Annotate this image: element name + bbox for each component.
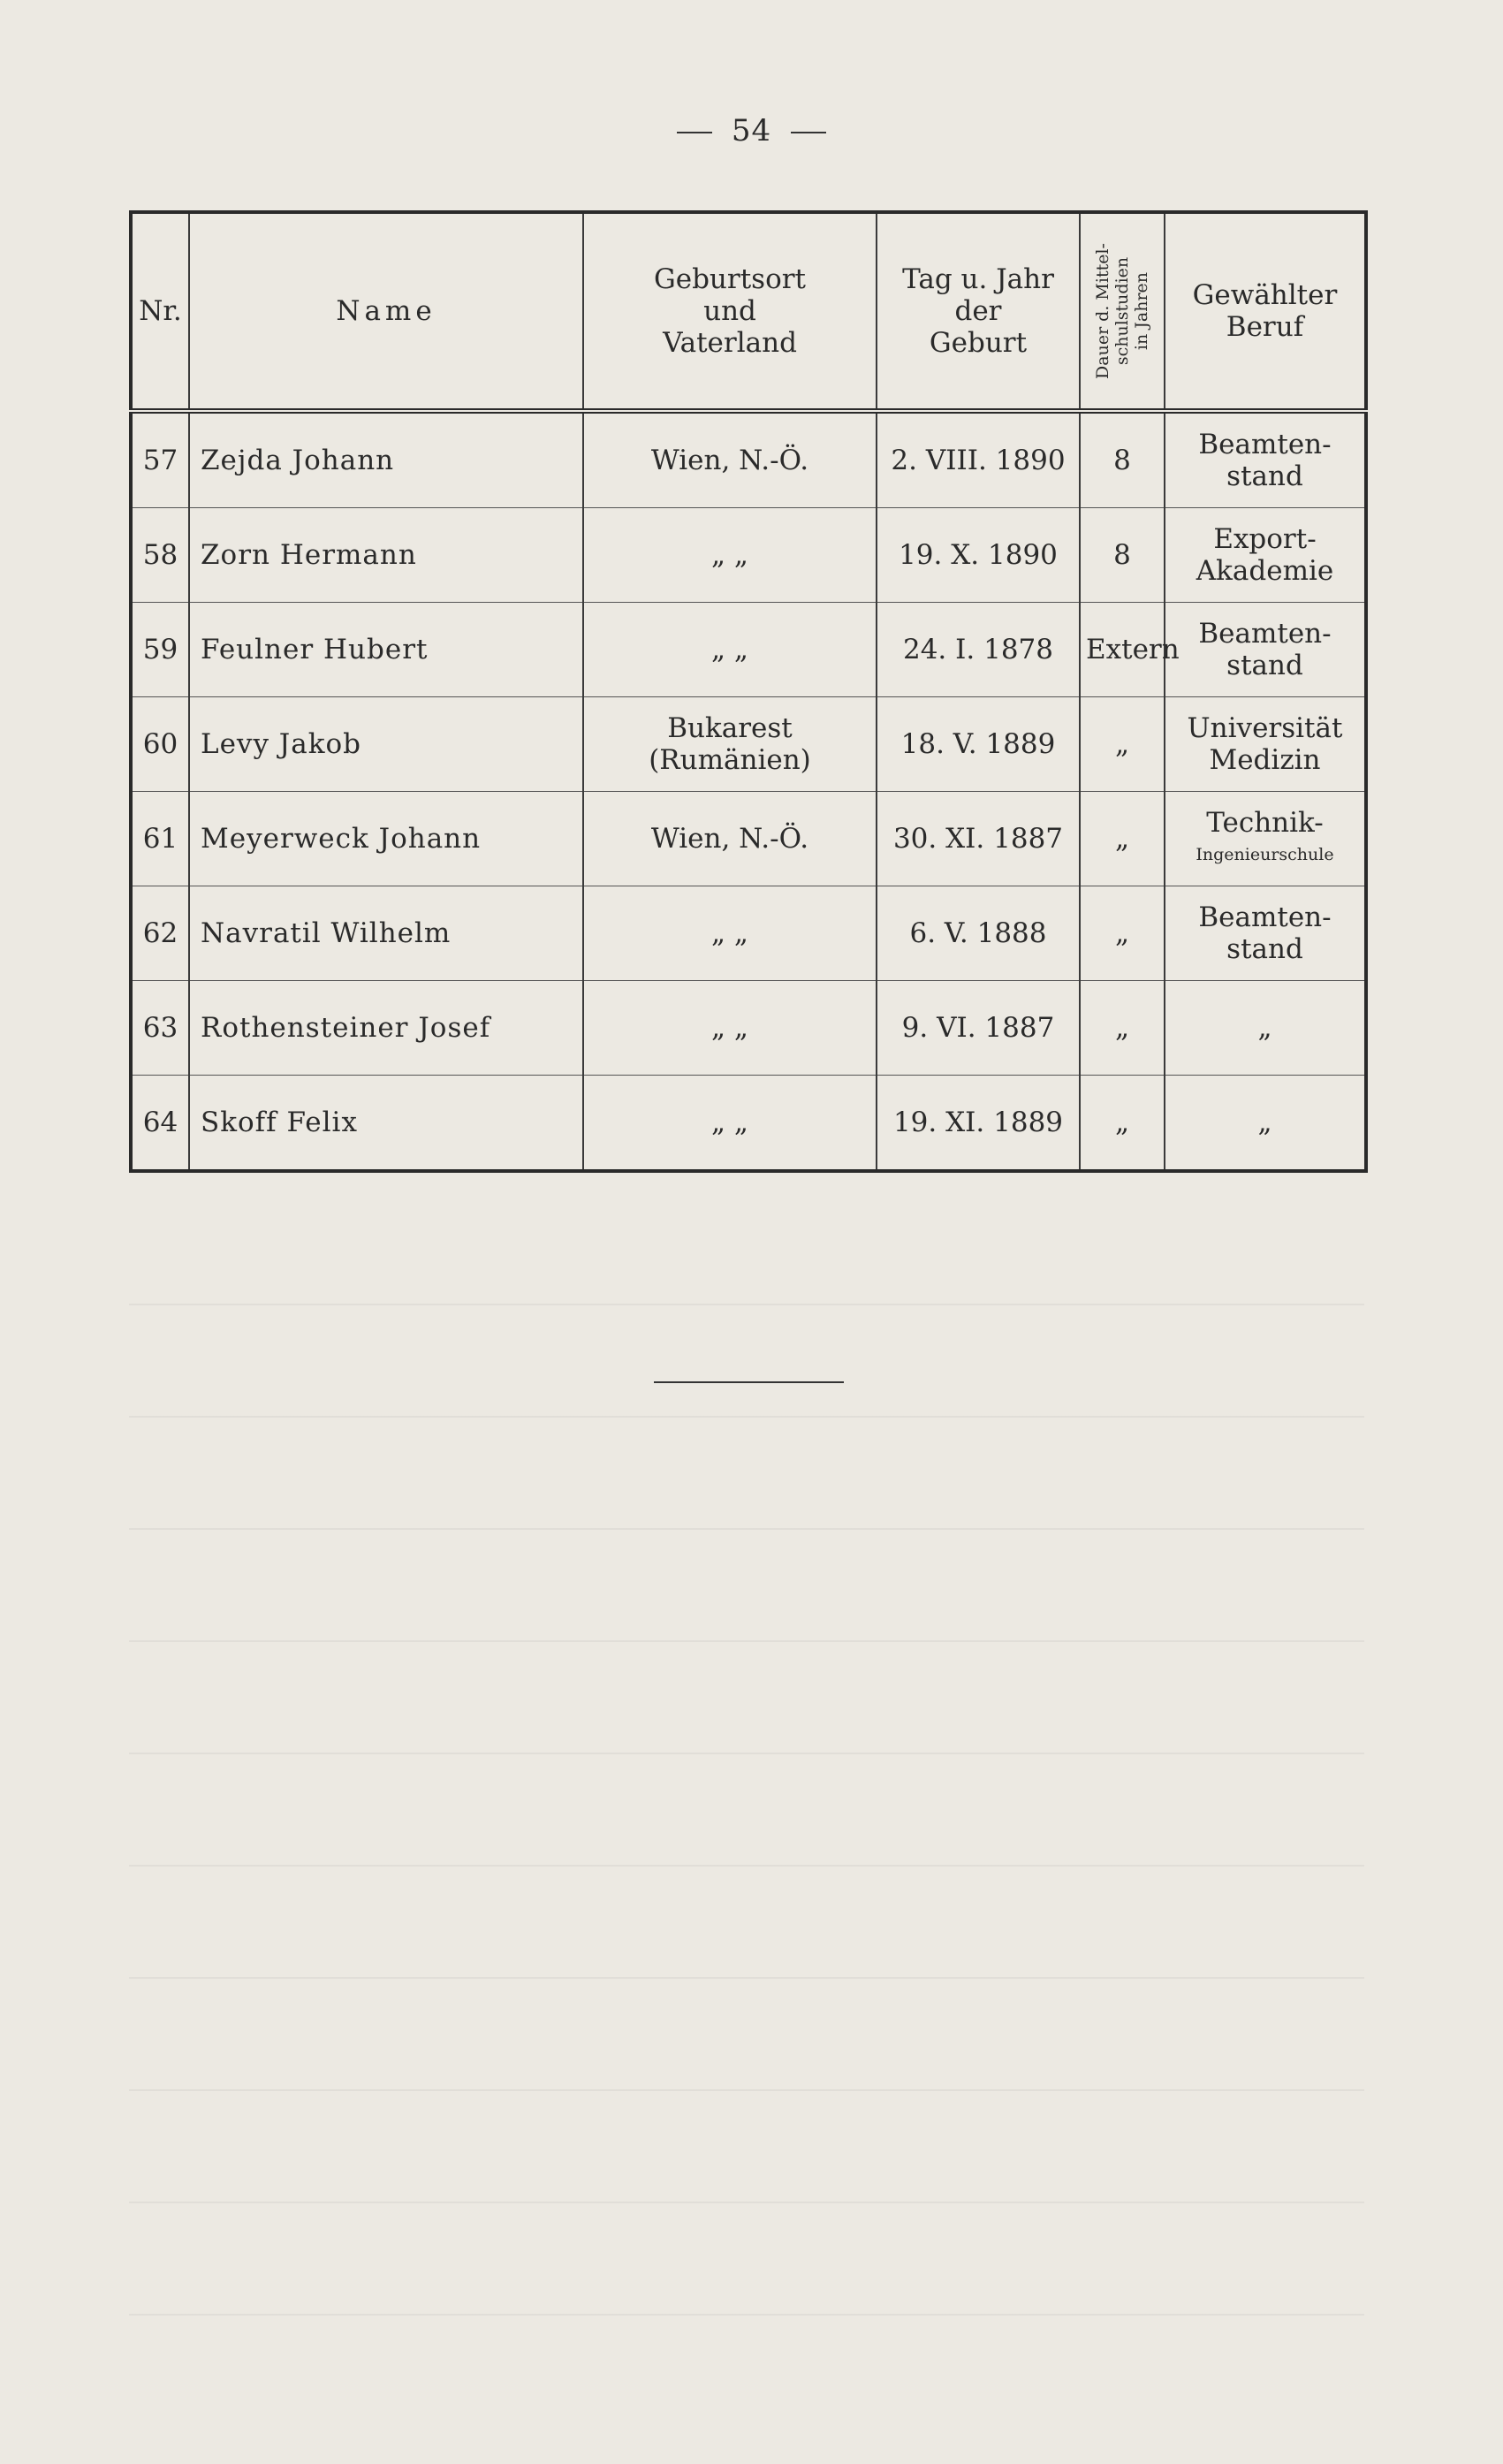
cell-name: Feulner Hubert (189, 603, 583, 697)
cell-place: „ „ (583, 981, 877, 1076)
cell-years: 8 (1080, 508, 1165, 603)
cell-years: „ (1080, 792, 1165, 886)
cell-date: 30. XI. 1887 (877, 792, 1080, 886)
cell-nr: 58 (131, 508, 189, 603)
cell-nr: 57 (131, 411, 189, 508)
table-row (131, 886, 1366, 981)
cell-years: 8 (1080, 411, 1165, 508)
cell-years: Extern (1080, 603, 1165, 697)
cell-place: „ „ (583, 603, 877, 697)
cell-date: 24. I. 1878 (877, 603, 1080, 697)
cell-place: „ „ (583, 508, 877, 603)
table-row (131, 1076, 1366, 1172)
cell-name: Zejda Johann (189, 411, 583, 508)
table-row (131, 603, 1366, 697)
cell-years: „ (1080, 1076, 1165, 1172)
cell-profession: Technik- Ingenieurschule (1165, 792, 1366, 886)
cell-name: Meyerweck Johann (189, 792, 583, 886)
table-row (131, 981, 1366, 1076)
cell-date: 18. V. 1889 (877, 697, 1080, 792)
table-row (131, 508, 1366, 603)
cell-profession: „ (1165, 981, 1366, 1076)
table-row (131, 697, 1366, 792)
end-rule (654, 1381, 844, 1383)
cell-nr: 64 (131, 1076, 189, 1172)
cell-name: Rothensteiner Josef (189, 981, 583, 1076)
student-register-table (129, 210, 1368, 1173)
cell-date: 6. V. 1888 (877, 886, 1080, 981)
cell-place: „ „ (583, 886, 877, 981)
cell-profession: Beamten- stand (1165, 411, 1366, 508)
cell-nr: 62 (131, 886, 189, 981)
header-row (131, 212, 1366, 411)
table-row (131, 411, 1366, 508)
cell-nr: 59 (131, 603, 189, 697)
cell-place: Wien, N.-Ö. (583, 411, 877, 508)
dash-right (791, 132, 826, 133)
cell-place: Bukarest (Rumänien) (583, 697, 877, 792)
cell-date: 19. XI. 1889 (877, 1076, 1080, 1172)
header-birthplace: Geburtsort und Vaterland (583, 212, 877, 411)
bleed-through-texture (129, 1193, 1364, 2342)
cell-date: 19. X. 1890 (877, 508, 1080, 603)
cell-years: „ (1080, 886, 1165, 981)
cell-name: Skoff Felix (189, 1076, 583, 1172)
cell-years: „ (1080, 697, 1165, 792)
cell-place: „ „ (583, 1076, 877, 1172)
cell-nr: 61 (131, 792, 189, 886)
header-nr: Nr. (131, 212, 189, 411)
cell-profession: „ (1165, 1076, 1366, 1172)
page-number-text: 54 (731, 113, 772, 148)
header-name: Name (189, 212, 583, 411)
header-birthdate: Tag u. Jahr der Geburt (877, 212, 1080, 411)
header-profession: Gewählter Beruf (1165, 212, 1366, 411)
cell-date: 9. VI. 1887 (877, 981, 1080, 1076)
cell-profession: Export- Akademie (1165, 508, 1366, 603)
cell-nr: 60 (131, 697, 189, 792)
cell-name: Zorn Hermann (189, 508, 583, 603)
header-duration: Dauer d. Mittel- schulstudien in Jahren (1080, 212, 1165, 411)
dash-left (677, 132, 712, 133)
cell-years: „ (1080, 981, 1165, 1076)
table-row (131, 792, 1366, 886)
cell-profession: Universität Medizin (1165, 697, 1366, 792)
cell-profession: Beamten- stand (1165, 603, 1366, 697)
cell-nr: 63 (131, 981, 189, 1076)
cell-place: Wien, N.-Ö. (583, 792, 877, 886)
cell-profession: Beamten- stand (1165, 886, 1366, 981)
cell-name: Levy Jakob (189, 697, 583, 792)
page-number (0, 113, 1503, 148)
cell-date: 2. VIII. 1890 (877, 411, 1080, 508)
cell-name: Navratil Wilhelm (189, 886, 583, 981)
